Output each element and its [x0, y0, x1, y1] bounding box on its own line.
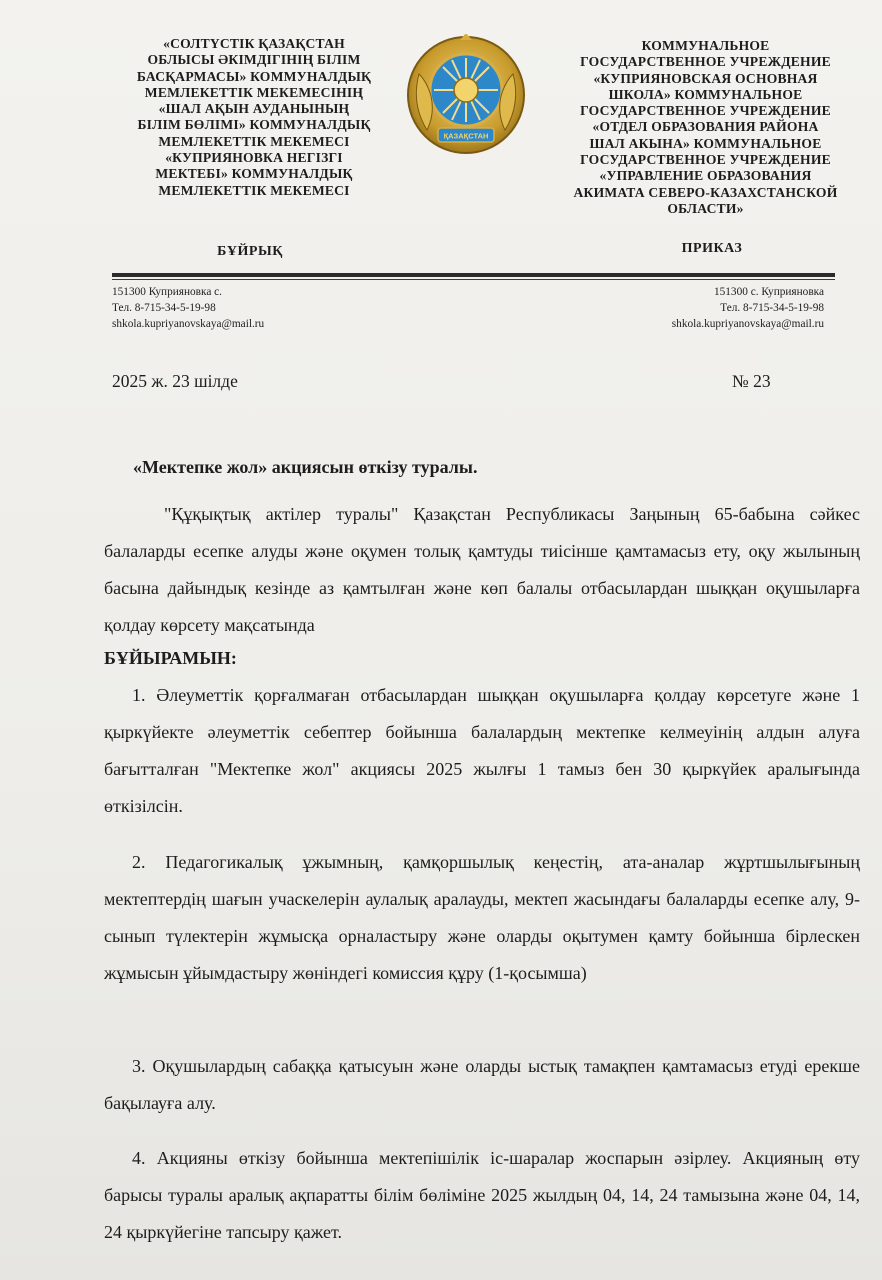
order-word: БҰЙЫРАМЫН:	[104, 648, 237, 668]
document-title: «Мектепке жол» акциясын өткізу туралы.	[133, 457, 478, 477]
header-org-russian: КОММУНАЛЬНОЕ ГОСУДАРСТВЕННОЕ УЧРЕЖДЕНИЕ «КУПРИЯНОВСКАЯ ОСНОВНАЯ ШКОЛА» КОММУНАЛЬНОЕ ГОСУДАРСТВЕННОЕ УЧРЕЖДЕНИЕ «ОТДЕЛ ОБРАЗОВАНИЯ РАЙОНА ШАЛ АКЫНА» КОММУНАЛЬНОЕ ГОСУДАРСТВЕННОЕ УЧРЕЖДЕНИЕ «УПРАВЛЕНИЕ ОБРАЗОВАНИЯ АКИМАТА СЕВЕРО-КАЗАХСТАНСКОЙ ОБЛАСТИ»	[573, 38, 838, 216]
list-item	[104, 677, 860, 825]
list-item-text: Педагогикалық ұжымның, қамқоршылық кеңестің, ата-аналар жұртшылығының мектептердің шағын учаскелерін аулалық аралауды, мектеп жасындағы балаларды есепке алу, 9-сынып түлектерін жұмысқа орналастыру және оларды оқытумен қамту бойынша бірлескен жұмысын ұйымдастыру жөніндегі комиссия құру (1-қосымша)	[104, 852, 861, 983]
header-divider	[112, 273, 835, 277]
kazakhstan-state-emblem-icon	[405, 34, 527, 156]
list-item-number: 4.	[132, 1148, 146, 1168]
list-item	[104, 1140, 860, 1251]
list-item-number: 3.	[132, 1056, 146, 1076]
document-date: 2025 ж. 23 шілде	[112, 371, 238, 391]
header-org-kazakh: «СОЛТҮСТІК ҚАЗАҚСТАН ОБЛЫСЫ ӘКІМДІГІНІҢ БІЛІМ БАСҚАРМАСЫ» КОММУНАЛДЫҚ МЕМЛЕКЕТТІК МЕКЕМЕСІНІҢ «ШАЛ АҚЫН АУДАНЫНЫҢ БІЛІМ БӨЛІМІ» КОММУНАЛДЫҚ МЕМЛЕКЕТТІК МЕКЕМЕСІ «КУПРИЯНОВКА НЕГІЗГІ МЕКТЕБІ» КОММУНАЛДЫҚ МЕМЛЕКЕТТІК МЕКЕМЕСІ	[136, 36, 372, 198]
list-item-text: Акцияны өткізу бойынша мектепішілік іс-шаралар жоспарын әзірлеу. Акцияның өту барысы туралы аралық ақпаратты білім бөліміне 2025 жылдың 04, 14, 24 тамызына және 04, 14, 24 қыркүйегіне тапсыру қажет.	[104, 1148, 861, 1242]
intro-paragraph: "Құқықтық актілер туралы" Қазақстан Республикасы Заңының 65-бабына сәйкес балаларды есепке алуды және оқумен толық қамтуды тиісінше қамтамасыз ету, оқу жылының басына дайындық кезінде аз қамтылған және көп балалы отбасылардан шыққан оқушыларға қолдау көрсету мақсатында	[104, 504, 860, 635]
contact-block-left: 151300 Куприяновка с. Тел. 8-715-34-5-19-98 shkola.kupriyanovskaya@mail.ru	[112, 286, 265, 330]
document-number: № 23	[732, 371, 771, 391]
header-divider-thin	[112, 279, 835, 280]
list-item-number: 1.	[132, 685, 146, 705]
order-label-kazakh: БҰЙРЫҚ	[217, 244, 283, 259]
contact-block-right: 151300 с. Куприяновка Тел. 8-715-34-5-19-98 shkola.kupriyanovskaya@mail.ru	[671, 286, 824, 330]
emblem-text: ҚАЗАҚСТАН	[443, 131, 489, 141]
list-item-number: 2.	[132, 852, 146, 872]
list-item-text: Оқушылардың сабаққа қатысуын және оларды ыстық тамақпен қамтамасыз етуді ерекше бақылауға алу.	[104, 1056, 861, 1113]
order-label-russian: ПРИКАЗ	[681, 241, 743, 256]
list-item	[104, 1048, 860, 1122]
list-item-text: Әлеуметтік қорғалмаған отбасылардан шыққан оқушыларға қолдау көрсетуге және 1 қыркүйекте әлеуметтік себептер бойынша балалардың мектепке келмеуінің алдын алуға бағытталған "Мектепке жол" акциясы 2025 жылғы 1 тамыз бен 30 қыркүйек аралығында өткізілсін.	[104, 685, 861, 816]
list-item	[104, 844, 860, 992]
